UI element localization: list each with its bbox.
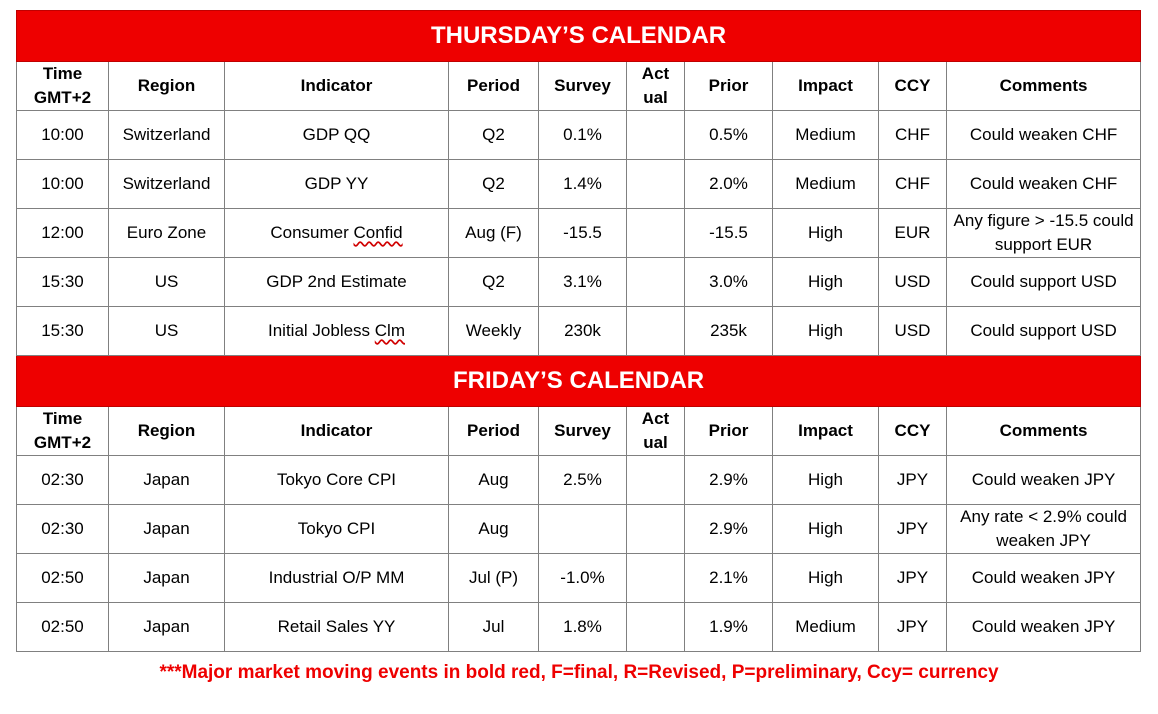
survey-cell: 2.5% <box>539 456 627 505</box>
friday-calendar-title: FRIDAY’S CALENDAR <box>17 356 1141 407</box>
actual-cell <box>627 603 685 652</box>
table-row <box>17 505 1141 554</box>
actual-cell <box>627 505 685 554</box>
table-row <box>17 456 1141 505</box>
actual-cell <box>627 554 685 603</box>
comments-cell: Could support USD <box>947 307 1141 356</box>
indicator-cell: Consumer Confid <box>225 209 449 258</box>
region-cell: Japan <box>109 456 225 505</box>
region-cell: Japan <box>109 554 225 603</box>
table-row <box>17 160 1141 209</box>
impact-cell: High <box>773 554 879 603</box>
survey-cell: -1.0% <box>539 554 627 603</box>
time-cell: 15:30 <box>17 258 109 307</box>
impact-cell: Medium <box>773 160 879 209</box>
ccy-cell: JPY <box>879 554 947 603</box>
prior-cell: 2.0% <box>685 160 773 209</box>
region-cell: US <box>109 258 225 307</box>
indicator-cell: Initial Jobless Clm <box>225 307 449 356</box>
indicator-cell: GDP 2nd Estimate <box>225 258 449 307</box>
column-header-ccy: CCY <box>879 62 947 111</box>
impact-cell: Medium <box>773 603 879 652</box>
column-header-indicator: Indicator <box>225 62 449 111</box>
column-header-prior: Prior <box>685 407 773 456</box>
prior-cell: -15.5 <box>685 209 773 258</box>
ccy-cell: JPY <box>879 505 947 554</box>
ccy-cell: CHF <box>879 111 947 160</box>
impact-cell: High <box>773 258 879 307</box>
survey-cell <box>539 505 627 554</box>
prior-cell: 1.9% <box>685 603 773 652</box>
period-cell: Q2 <box>449 111 539 160</box>
time-cell: 02:50 <box>17 554 109 603</box>
column-header-region: Region <box>109 407 225 456</box>
time-cell: 02:30 <box>17 505 109 554</box>
comments-cell: Could weaken JPY <box>947 456 1141 505</box>
economic-calendar-table <box>16 10 1141 652</box>
column-header-comments: Comments <box>947 407 1141 456</box>
comments-cell: Could support USD <box>947 258 1141 307</box>
table-row <box>17 258 1141 307</box>
table-row <box>17 603 1141 652</box>
time-cell: 02:30 <box>17 456 109 505</box>
thursday-header-row <box>17 62 1141 111</box>
comments-cell: Could weaken JPY <box>947 554 1141 603</box>
friday-header-row <box>17 407 1141 456</box>
survey-cell: 1.4% <box>539 160 627 209</box>
impact-cell: High <box>773 209 879 258</box>
comments-cell: Any rate < 2.9% could weaken JPY <box>947 505 1141 554</box>
prior-cell: 0.5% <box>685 111 773 160</box>
indicator-cell: Retail Sales YY <box>225 603 449 652</box>
prior-cell: 2.1% <box>685 554 773 603</box>
period-cell: Aug <box>449 456 539 505</box>
period-cell: Q2 <box>449 258 539 307</box>
ccy-cell: USD <box>879 258 947 307</box>
time-cell: 10:00 <box>17 160 109 209</box>
prior-cell: 235k <box>685 307 773 356</box>
impact-cell: High <box>773 505 879 554</box>
survey-cell: 230k <box>539 307 627 356</box>
actual-cell <box>627 456 685 505</box>
time-cell: 10:00 <box>17 111 109 160</box>
table-row <box>17 307 1141 356</box>
ccy-cell: JPY <box>879 603 947 652</box>
survey-cell: 3.1% <box>539 258 627 307</box>
legend-footnote: ***Major market moving events in bold red, F=final, R=Revised, P=preliminary, Ccy= currency <box>159 662 999 683</box>
region-cell: US <box>109 307 225 356</box>
thursday-calendar-title: THURSDAY’S CALENDAR <box>17 11 1141 62</box>
comments-cell: Could weaken CHF <box>947 111 1141 160</box>
table-row <box>17 111 1141 160</box>
region-cell: Japan <box>109 603 225 652</box>
column-header-survey: Survey <box>539 62 627 111</box>
indicator-cell: GDP QQ <box>225 111 449 160</box>
time-cell: 12:00 <box>17 209 109 258</box>
comments-cell: Could weaken JPY <box>947 603 1141 652</box>
actual-cell <box>627 160 685 209</box>
indicator-cell: GDP YY <box>225 160 449 209</box>
impact-cell: High <box>773 456 879 505</box>
ccy-cell: JPY <box>879 456 947 505</box>
indicator-cell: Industrial O/P MM <box>225 554 449 603</box>
survey-cell: 0.1% <box>539 111 627 160</box>
period-cell: Aug <box>449 505 539 554</box>
actual-cell <box>627 258 685 307</box>
impact-cell: Medium <box>773 111 879 160</box>
time-cell: 15:30 <box>17 307 109 356</box>
region-cell: Japan <box>109 505 225 554</box>
ccy-cell: CHF <box>879 160 947 209</box>
prior-cell: 3.0% <box>685 258 773 307</box>
spellcheck-underline: Clm <box>374 321 405 340</box>
column-header-prior: Prior <box>685 62 773 111</box>
column-header-actual: Act ual <box>627 407 685 456</box>
column-header-period: Period <box>449 407 539 456</box>
region-cell: Switzerland <box>109 160 225 209</box>
indicator-cell: Tokyo CPI <box>225 505 449 554</box>
column-header-impact: Impact <box>773 62 879 111</box>
column-header-survey: Survey <box>539 407 627 456</box>
column-header-actual: Act ual <box>627 62 685 111</box>
column-header-impact: Impact <box>773 407 879 456</box>
survey-cell: -15.5 <box>539 209 627 258</box>
column-header-time: Time GMT+2 <box>17 62 109 111</box>
thursday-calendar-title-row <box>17 11 1141 62</box>
column-header-region: Region <box>109 62 225 111</box>
column-header-period: Period <box>449 62 539 111</box>
period-cell: Weekly <box>449 307 539 356</box>
period-cell: Q2 <box>449 160 539 209</box>
actual-cell <box>627 111 685 160</box>
column-header-indicator: Indicator <box>225 407 449 456</box>
indicator-cell: Tokyo Core CPI <box>225 456 449 505</box>
table-row <box>17 209 1141 258</box>
time-cell: 02:50 <box>17 603 109 652</box>
column-header-time: Time GMT+2 <box>17 407 109 456</box>
comments-cell: Any figure > -15.5 could support EUR <box>947 209 1141 258</box>
friday-calendar-title-row <box>17 356 1141 407</box>
region-cell: Euro Zone <box>109 209 225 258</box>
table-row <box>17 554 1141 603</box>
period-cell: Jul <box>449 603 539 652</box>
impact-cell: High <box>773 307 879 356</box>
period-cell: Aug (F) <box>449 209 539 258</box>
ccy-cell: USD <box>879 307 947 356</box>
survey-cell: 1.8% <box>539 603 627 652</box>
ccy-cell: EUR <box>879 209 947 258</box>
comments-cell: Could weaken CHF <box>947 160 1141 209</box>
region-cell: Switzerland <box>109 111 225 160</box>
column-header-comments: Comments <box>947 62 1141 111</box>
spellcheck-underline: Confid <box>353 223 403 242</box>
prior-cell: 2.9% <box>685 505 773 554</box>
actual-cell <box>627 209 685 258</box>
column-header-ccy: CCY <box>879 407 947 456</box>
period-cell: Jul (P) <box>449 554 539 603</box>
prior-cell: 2.9% <box>685 456 773 505</box>
actual-cell <box>627 307 685 356</box>
